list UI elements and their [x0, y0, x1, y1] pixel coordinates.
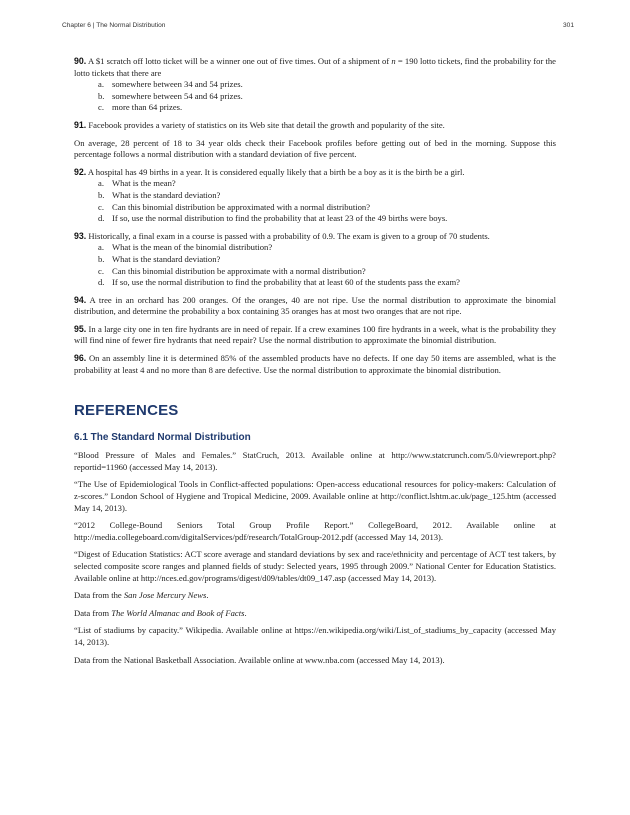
list-item: d. If so, use the normal distribution to find the probability that at least 60 of the students pass the exam?: [98, 277, 460, 288]
exercise-text: In a large city one in ten fire hydrants are in need of repair. If a crew examines 100 fire hydrants in a week, what is the probability they will find nine of fewer fire hydrants that need repair? Use the normal distribution to approximate the binomial distribution.: [74, 323, 556, 346]
exercise-number: 94.: [74, 294, 87, 305]
exercise-text: A hospital has 49 births in a year. It is considered equally likely that a birth be a boy as it is the birth be a girl.: [87, 166, 465, 177]
exercise-subitems: [74, 79, 556, 114]
reference-entry: “Blood Pressure of Males and Females.” StatCruch, 2013. Available online at http://www.statcrunch.com/5.0/viewreport.php?reportid=11960 (accessed May 14, 2013).: [74, 450, 556, 472]
exercise-95: [74, 324, 556, 347]
list-item: b. What is the standard deviation?: [98, 189, 221, 200]
exercise-text: Facebook provides a variety of statistics on its Web site that detail the growth and popularity of the site.: [88, 119, 445, 130]
list-item: a. somewhere between 34 and 54 prizes.: [98, 79, 243, 90]
list-item: c. Can this binomial distribution be approximated with a normal distribution?: [98, 201, 371, 212]
exercise-number: 93.: [74, 230, 87, 241]
reference-entry: Data from the San Jose Mercury News.: [74, 590, 209, 601]
exercise-text: On an assembly line it is determined 85% of the assembled products have no defects. If one day 50 items are assembled, what is the probability at least 4 and no more than 8 are defective. Use the normal distribution to approximate the binomial distribution.: [74, 353, 556, 375]
exercise-text: A tree in an orchard has 200 oranges. Of the oranges, 40 are not ripe. Use the normal distribution to approximate the binomial distribution, and determine the probability a box containing 35 oranges has at most two oranges that are not ripe.: [74, 294, 556, 317]
exercise-text: Historically, a final exam in a course is passed with a probability of 0.9. The exam is given to a group of 70 students.: [88, 230, 490, 241]
reference-entry: “Digest of Education Statistics: ACT score average and standard deviations by sex and race/ethnicity and percentage of ACT test takers, by selected composite score ranges and planned fields of study: Selected years, 1995 through 2009.” National Center for Education Statistics. Available online at http://nces.ed.gov/programs/digest/d09/tables/dt09_147.asp (accessed May 14, 2013).: [74, 549, 556, 583]
exercise-number: 92.: [74, 166, 87, 177]
exercise-subitems: [74, 178, 556, 224]
references-section-title: 6.1 The Standard Normal Distribution: [74, 432, 251, 444]
exercise-list: [74, 56, 556, 376]
list-item: b. What is the standard deviation?: [98, 253, 221, 264]
references-heading: REFERENCES: [74, 402, 179, 420]
chapter-title: Chapter 6 | The Normal Distribution: [62, 22, 166, 29]
exercise-93: [74, 231, 556, 289]
list-item: a. What is the mean?: [98, 178, 176, 189]
exercise-94: [74, 295, 556, 318]
reference-entry: “The Use of Epidemiological Tools in Conflict-affected populations: Open-access educational resources for policy-makers: Calculation of z-scores.” London School of Hygiene and Tropical Medicine, 2009. Available online at http://conflict.lshtm.ac.uk/page_125.htm (accessed May 14, 2013).: [74, 479, 556, 513]
exercise-90: [74, 56, 556, 114]
exercise-text: A $1 scratch off lotto ticket will be a winner one out of five times. Out of a shipment of n = 190 lotto tickets, find the probability for the lotto tickets that there are: [74, 56, 556, 78]
running-header: [62, 22, 574, 29]
reference-entry: Data from the National Basketball Association. Available online at www.nba.com (accessed May 14, 2013).: [74, 654, 445, 665]
list-item: a. What is the mean of the binomial distribution?: [98, 242, 273, 253]
reference-entry: “2012 College-Bound Seniors Total Group Profile Report.” CollegeBoard, 2012. Available online at http://media.collegeboard.com/digitalServices/pdf/research/TotalGroup-2012.pdf (accessed May 14, 2013).: [74, 520, 556, 542]
page-number: 301: [562, 22, 574, 29]
list-item: c. more than 64 prizes.: [98, 102, 183, 113]
exercise-number: 95.: [74, 323, 87, 334]
exercise-92: [74, 167, 556, 225]
list-item: b. somewhere between 54 and 64 prizes.: [98, 90, 243, 101]
reference-list: [74, 450, 556, 666]
exercise-number: 91.: [74, 119, 87, 130]
exercise-subitems: [74, 242, 556, 288]
reference-entry: “List of stadiums by capacity.” Wikipedia. Available online at https://en.wikipedia.org/wiki/List_of_stadiums_by_capacity (accessed May 14, 2013).: [74, 625, 556, 647]
exercise-96: [74, 353, 556, 376]
list-item: c. Can this binomial distribution be approximate with a normal distribution?: [98, 265, 366, 276]
exercise-number: 96.: [74, 353, 87, 364]
exercise-91: [74, 120, 556, 132]
exercise-number: 90.: [74, 56, 87, 66]
reference-entry: Data from The World Almanac and Book of Facts.: [74, 607, 247, 618]
list-item: d. If so, use the normal distribution to find the probability that at least 23 of the 49 births were boys.: [98, 213, 448, 224]
exercise-91-followup: On average, 28 percent of 18 to 34 year olds check their Facebook profiles before getting out of bed in the morning. Suppose this percentage follows a normal distribution with a standard deviation of five percent.: [74, 137, 556, 160]
